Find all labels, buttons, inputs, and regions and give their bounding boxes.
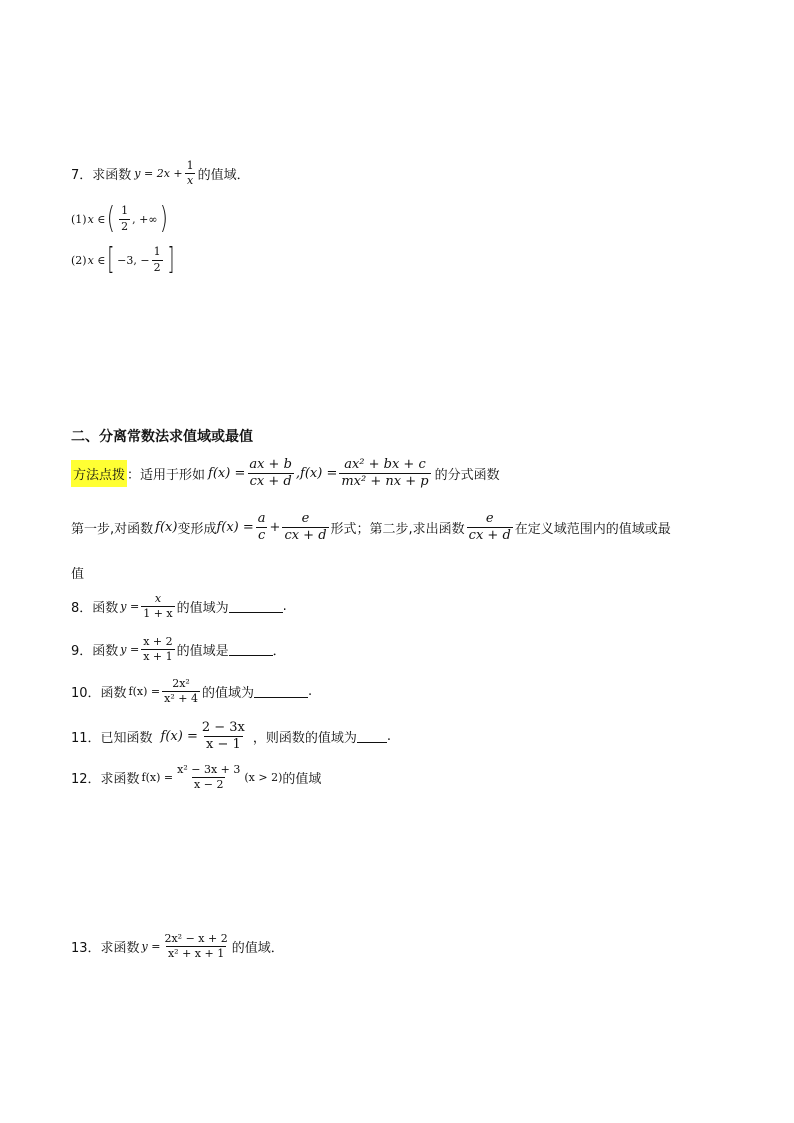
method-f1-fraction bbox=[247, 458, 294, 490]
answer-blank[interactable] bbox=[357, 730, 387, 743]
step-e-numerator: e bbox=[301, 511, 310, 526]
method-label: 方法点拨 bbox=[71, 460, 127, 487]
q10-numerator: 2x² bbox=[172, 677, 190, 690]
step-e2-fraction bbox=[467, 512, 513, 544]
q9-denominator: x + 1 bbox=[143, 650, 173, 664]
question-10 bbox=[71, 678, 312, 705]
q10-lhs: f(x) = bbox=[128, 685, 161, 699]
step-a-fraction bbox=[256, 512, 268, 544]
q11-fraction bbox=[200, 721, 247, 753]
q13-denominator: x² + x + 1 bbox=[167, 947, 225, 961]
answer-blank[interactable] bbox=[229, 600, 283, 613]
q8-suffix: 的值域为 bbox=[176, 601, 229, 617]
q8-prefix: 8．函数 bbox=[71, 601, 119, 617]
q11-numerator: 2 − 3x bbox=[201, 720, 245, 735]
q7-p1-fraction bbox=[119, 205, 130, 232]
method-f1-numerator: ax + b bbox=[249, 457, 292, 472]
q7-p2-in: x ∈ bbox=[87, 253, 106, 267]
q13-suffix: 的值域． bbox=[231, 941, 284, 957]
q8-fraction bbox=[141, 593, 174, 620]
q13-prefix: 13．求函数 bbox=[71, 941, 140, 957]
step-t2: 变形成 bbox=[177, 522, 217, 538]
step-a-denominator: c bbox=[258, 528, 266, 544]
q7-numerator: 1 bbox=[186, 159, 194, 172]
q8-lhs: y = bbox=[120, 600, 140, 614]
q12-lhs: f(x) = bbox=[141, 771, 174, 785]
question-7-part-2 bbox=[71, 242, 176, 277]
q8-numerator: x bbox=[154, 592, 162, 605]
method-tail: 的分式函数 bbox=[434, 468, 500, 484]
q8-end: . bbox=[282, 599, 287, 615]
q7-p1-numerator: 1 bbox=[121, 204, 129, 218]
answer-blank[interactable] bbox=[254, 685, 308, 698]
step-t1: 第一步,对函数 bbox=[71, 522, 154, 538]
question-7 bbox=[71, 160, 250, 187]
step-a-numerator: a bbox=[257, 511, 266, 526]
q12-prefix: 12．求函数 bbox=[71, 772, 140, 788]
q11-lhs: f(x) = bbox=[160, 729, 198, 745]
q12-fraction bbox=[175, 764, 242, 791]
q7-p2-head: −3, − bbox=[117, 253, 150, 267]
q10-suffix: 的值域为 bbox=[201, 686, 254, 702]
step-plus: + bbox=[269, 520, 281, 536]
q9-fraction bbox=[141, 636, 174, 663]
step-e-fraction bbox=[282, 512, 328, 544]
step-description bbox=[71, 512, 671, 544]
q13-lhs: y = bbox=[141, 940, 161, 954]
question-13 bbox=[71, 933, 284, 960]
q9-prefix: 9．函数 bbox=[71, 644, 119, 660]
question-11 bbox=[71, 721, 391, 753]
right-bracket: ] bbox=[166, 242, 174, 277]
q9-numerator: x + 2 bbox=[143, 635, 173, 648]
step-t4: 在定义域范围内的值域或最 bbox=[514, 522, 671, 538]
q7-fraction bbox=[185, 160, 196, 187]
q11-suffix: ，则函数的值域为 bbox=[252, 731, 357, 747]
q7-p2-label: (2) bbox=[71, 253, 87, 267]
method-colon: ：适用于形如 bbox=[127, 468, 206, 484]
q12-denominator: x − 2 bbox=[194, 778, 224, 792]
q11-prefix: 11．已知函数 bbox=[71, 731, 153, 747]
step-e2-denominator: cx + d bbox=[468, 528, 511, 544]
q7-prefix: 7．求函数 bbox=[71, 168, 132, 184]
method-f2-lhs: f(x) = bbox=[300, 466, 338, 482]
q7-p1-tail: , +∞ bbox=[132, 212, 158, 226]
left-bracket: [ bbox=[107, 242, 115, 277]
q7-p1-in: x ∈ bbox=[87, 212, 106, 226]
q11-end: . bbox=[386, 729, 392, 745]
method-f1-denominator: cx + d bbox=[249, 474, 292, 490]
method-tip bbox=[71, 458, 500, 490]
left-paren: ( bbox=[107, 201, 116, 236]
q12-numerator: x² − 3x + 3 bbox=[177, 763, 241, 776]
q7-suffix: 的值域． bbox=[197, 168, 250, 184]
q7-p2-fraction bbox=[152, 246, 163, 273]
q9-suffix: 的值域是 bbox=[176, 644, 229, 660]
q12-condition: (x > 2) bbox=[244, 771, 283, 785]
question-7-part-1 bbox=[71, 201, 169, 236]
q13-fraction bbox=[162, 933, 229, 960]
question-8 bbox=[71, 593, 287, 620]
q7-p1-label: (1) bbox=[71, 212, 87, 226]
method-f2-numerator: ax² + bx + c bbox=[344, 457, 426, 472]
q9-end: ． bbox=[272, 644, 286, 660]
q9-lhs: y = bbox=[120, 643, 140, 657]
q11-denominator: x − 1 bbox=[205, 737, 241, 753]
q10-prefix: 10．函数 bbox=[71, 686, 127, 702]
q13-numerator: 2x² − x + 2 bbox=[164, 932, 228, 945]
answer-blank[interactable] bbox=[229, 643, 273, 656]
step-fx: f(x) bbox=[155, 520, 178, 536]
q7-p2-numerator: 1 bbox=[153, 245, 161, 259]
q7-denominator: x bbox=[187, 174, 194, 188]
method-f2-denominator: mx² + nx + p bbox=[341, 474, 429, 490]
question-9 bbox=[71, 636, 286, 663]
q10-fraction bbox=[162, 678, 200, 705]
q10-denominator: x² + 4 bbox=[164, 692, 198, 706]
method-sep: , bbox=[295, 466, 301, 482]
method-f2-fraction bbox=[339, 458, 430, 490]
q10-end: . bbox=[307, 684, 313, 700]
section-title: 二、分离常数法求值域或最值 bbox=[71, 429, 253, 445]
q7-p2-denominator: 2 bbox=[153, 260, 161, 274]
step-e-denominator: cx + d bbox=[284, 528, 327, 544]
step-e2-numerator: e bbox=[485, 511, 494, 526]
q7-p1-denominator: 2 bbox=[121, 219, 129, 233]
question-12 bbox=[71, 764, 321, 791]
method-f1-lhs: f(x) = bbox=[208, 466, 246, 482]
step-fx2: f(x) = bbox=[216, 520, 254, 536]
q12-suffix: 的值域 bbox=[282, 772, 322, 788]
step-t5: 值 bbox=[71, 567, 85, 582]
right-paren: ) bbox=[159, 201, 168, 236]
q7-expression: y = 2x + bbox=[134, 167, 183, 181]
step-t3: 形式；第二步,求出函数 bbox=[330, 522, 465, 538]
q8-denominator: 1 + x bbox=[143, 607, 173, 621]
